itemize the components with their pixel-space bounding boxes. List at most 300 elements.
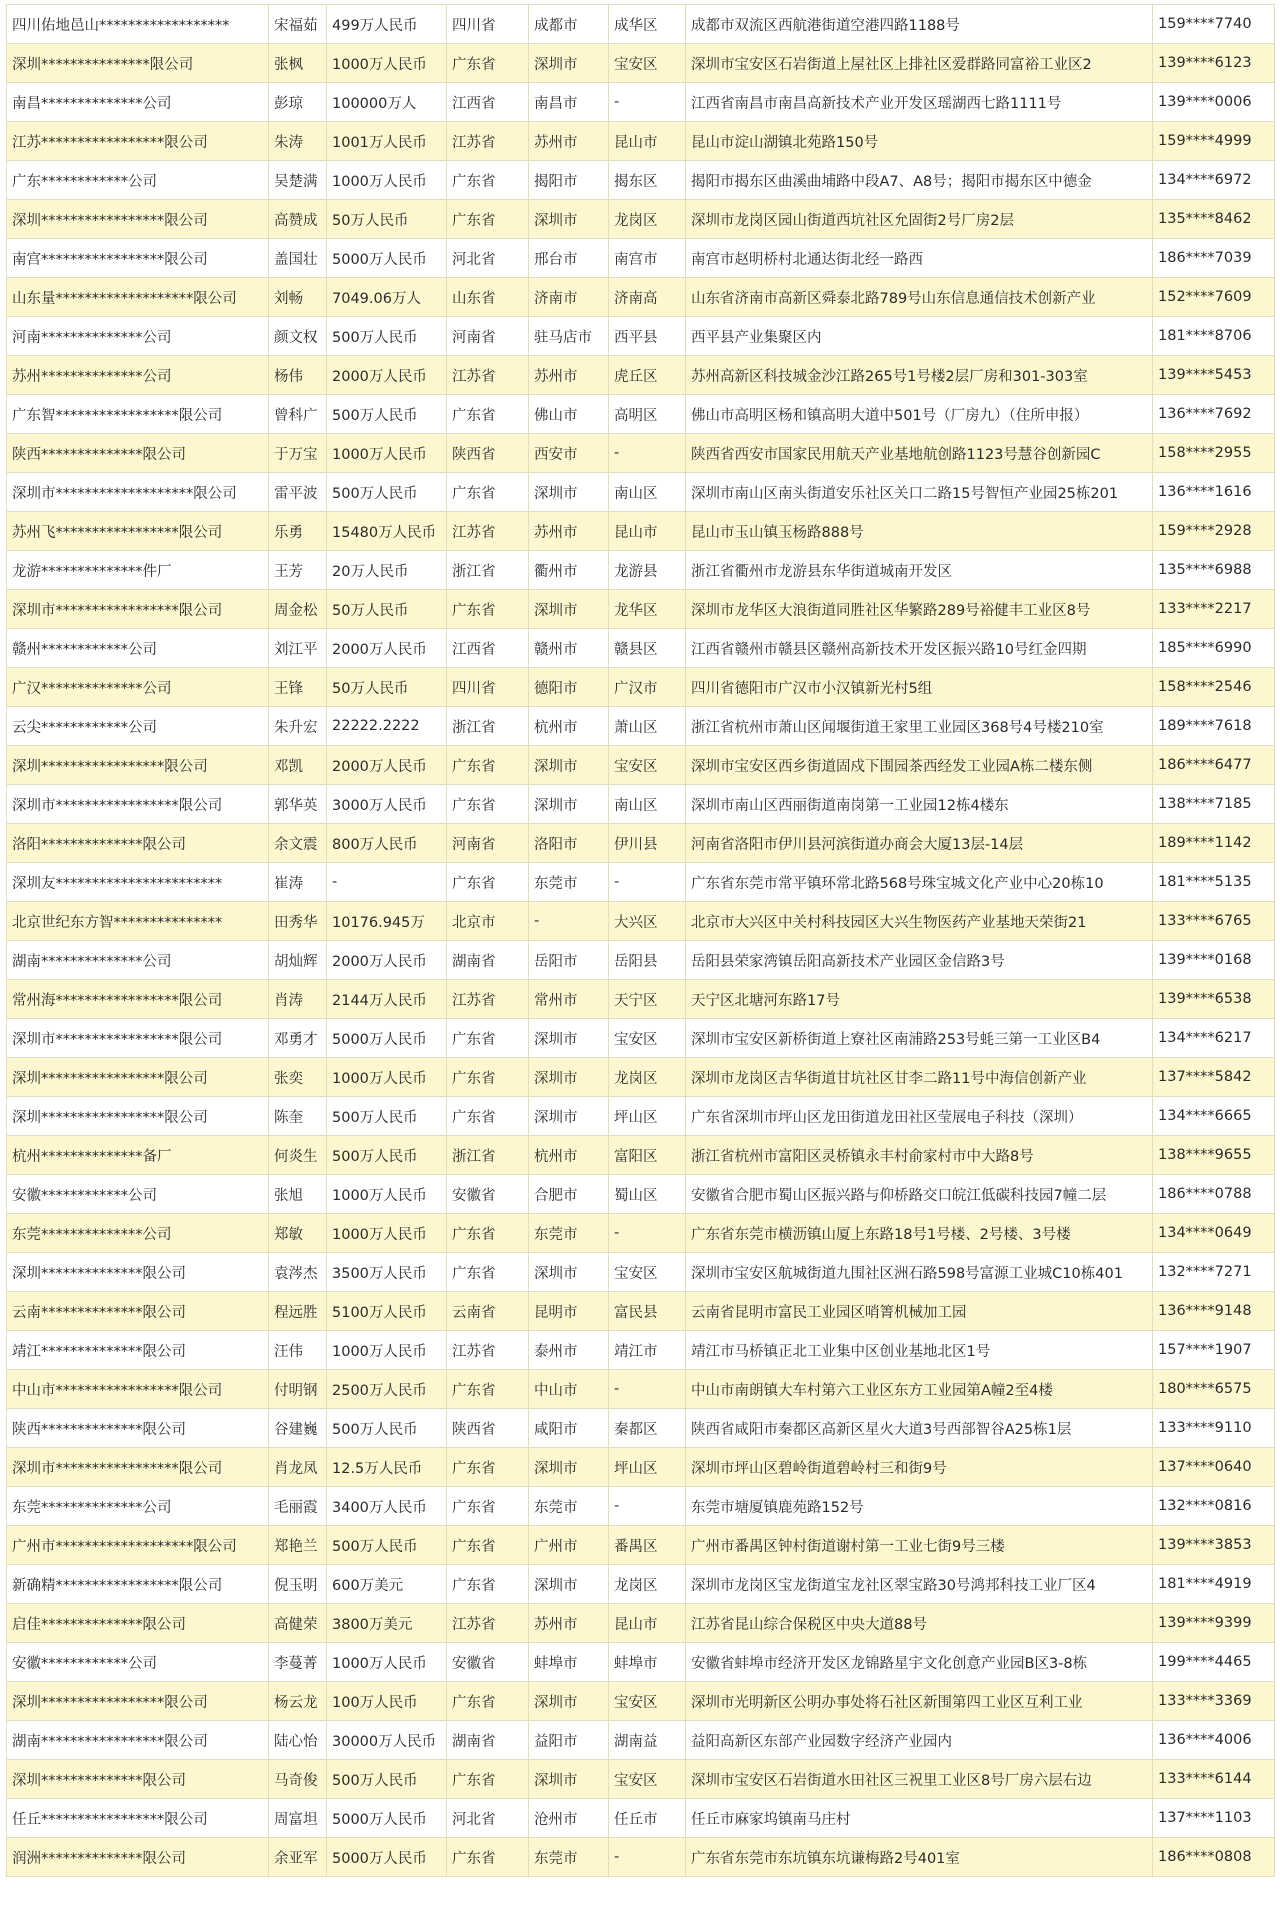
- registered-capital-cell: 100000万人: [327, 83, 447, 122]
- legal-rep-cell: 马奇俊: [269, 1760, 327, 1799]
- province-cell: 广东省: [447, 1682, 529, 1721]
- table-row: [7, 161, 1275, 200]
- legal-rep-cell: 刘畅: [269, 278, 327, 317]
- legal-rep-cell: 何炎生: [269, 1136, 327, 1175]
- table-row: [7, 1214, 1275, 1253]
- city-cell: 深圳市: [529, 1058, 609, 1097]
- province-cell: 浙江省: [447, 707, 529, 746]
- phone-cell: 135****8462: [1153, 200, 1275, 239]
- district-cell: 蚌埠市: [609, 1643, 686, 1682]
- company-name-cell: 深圳市*****************限公司: [7, 1448, 269, 1487]
- table-row: [7, 1838, 1275, 1877]
- district-cell: -: [609, 1370, 686, 1409]
- province-cell: 江苏省: [447, 980, 529, 1019]
- legal-rep-cell: 雷平波: [269, 473, 327, 512]
- district-cell: 坪山区: [609, 1097, 686, 1136]
- address-cell: 江西省赣州市赣县区赣州高新技术开发区振兴路10号红金四期: [686, 629, 1153, 668]
- table-row: [7, 512, 1275, 551]
- address-cell: 北京市大兴区中关村科技园区大兴生物医药产业基地天荣街21: [686, 902, 1153, 941]
- province-cell: 广东省: [447, 1019, 529, 1058]
- legal-rep-cell: 彭琼: [269, 83, 327, 122]
- district-cell: 宝安区: [609, 44, 686, 83]
- city-cell: 深圳市: [529, 44, 609, 83]
- registered-capital-cell: 2000万人民币: [327, 629, 447, 668]
- phone-cell: 137****0640: [1153, 1448, 1275, 1487]
- district-cell: 虎丘区: [609, 356, 686, 395]
- company-name-cell: 深圳*****************限公司: [7, 1097, 269, 1136]
- city-cell: 佛山市: [529, 395, 609, 434]
- legal-rep-cell: 谷建巍: [269, 1409, 327, 1448]
- district-cell: 宝安区: [609, 1019, 686, 1058]
- city-cell: 深圳市: [529, 1565, 609, 1604]
- legal-rep-cell: 余文震: [269, 824, 327, 863]
- address-cell: 深圳市宝安区石岩街道上屋社区上排社区爱群路同富裕工业区2: [686, 44, 1153, 83]
- registered-capital-cell: 50万人民币: [327, 668, 447, 707]
- address-cell: 安徽省合肥市蜀山区振兴路与仰桥路交口皖江低碳科技园7幢二层: [686, 1175, 1153, 1214]
- province-cell: 广东省: [447, 590, 529, 629]
- city-cell: 深圳市: [529, 1760, 609, 1799]
- phone-cell: 134****6972: [1153, 161, 1275, 200]
- phone-cell: 199****4465: [1153, 1643, 1275, 1682]
- legal-rep-cell: 刘江平: [269, 629, 327, 668]
- company-name-cell: 深圳*****************限公司: [7, 746, 269, 785]
- district-cell: 广汉市: [609, 668, 686, 707]
- address-cell: 广州市番禺区钟村街道谢村第一工业七街9号三楼: [686, 1526, 1153, 1565]
- registered-capital-cell: 15480万人民币: [327, 512, 447, 551]
- district-cell: 靖江市: [609, 1331, 686, 1370]
- province-cell: 江苏省: [447, 1331, 529, 1370]
- company-name-cell: 广东智*****************限公司: [7, 395, 269, 434]
- table-row: [7, 902, 1275, 941]
- district-cell: 龙华区: [609, 590, 686, 629]
- address-cell: 苏州高新区科技城金沙江路265号1号楼2层厂房和301-303室: [686, 356, 1153, 395]
- province-cell: 江苏省: [447, 356, 529, 395]
- address-cell: 深圳市龙华区大浪街道同胜社区华繁路289号裕健丰工业区8号: [686, 590, 1153, 629]
- legal-rep-cell: 邓勇才: [269, 1019, 327, 1058]
- province-cell: 河南省: [447, 317, 529, 356]
- address-cell: 浙江省杭州市萧山区闻堰街道王家里工业园区368号4号楼210室: [686, 707, 1153, 746]
- district-cell: 成华区: [609, 5, 686, 44]
- company-name-cell: 湖南**************公司: [7, 941, 269, 980]
- table-row: [7, 1136, 1275, 1175]
- legal-rep-cell: 郑艳兰: [269, 1526, 327, 1565]
- city-cell: 驻马店市: [529, 317, 609, 356]
- company-name-cell: 龙游**************件厂: [7, 551, 269, 590]
- registered-capital-cell: 1000万人民币: [327, 1643, 447, 1682]
- phone-cell: 158****2955: [1153, 434, 1275, 473]
- province-cell: 江苏省: [447, 1604, 529, 1643]
- table-row: [7, 746, 1275, 785]
- district-cell: 富阳区: [609, 1136, 686, 1175]
- district-cell: 番禺区: [609, 1526, 686, 1565]
- city-cell: 中山市: [529, 1370, 609, 1409]
- company-name-cell: 云尖************公司: [7, 707, 269, 746]
- legal-rep-cell: 周金松: [269, 590, 327, 629]
- company-name-cell: 深圳*****************限公司: [7, 1682, 269, 1721]
- legal-rep-cell: 张奕: [269, 1058, 327, 1097]
- company-name-cell: 南昌**************公司: [7, 83, 269, 122]
- legal-rep-cell: 曾科广: [269, 395, 327, 434]
- city-cell: 益阳市: [529, 1721, 609, 1760]
- address-cell: 靖江市马桥镇正北工业集中区创业基地北区1号: [686, 1331, 1153, 1370]
- district-cell: 赣县区: [609, 629, 686, 668]
- address-cell: 昆山市淀山湖镇北苑路150号: [686, 122, 1153, 161]
- city-cell: 合肥市: [529, 1175, 609, 1214]
- province-cell: 广东省: [447, 785, 529, 824]
- city-cell: 深圳市: [529, 1448, 609, 1487]
- registered-capital-cell: 499万人民币: [327, 5, 447, 44]
- address-cell: 深圳市宝安区西乡街道固戍下围园茶西经发工业园A栋二楼东侧: [686, 746, 1153, 785]
- district-cell: 湖南益: [609, 1721, 686, 1760]
- phone-cell: 152****7609: [1153, 278, 1275, 317]
- company-name-cell: 深圳**************限公司: [7, 1253, 269, 1292]
- company-name-cell: 深圳**************限公司: [7, 1760, 269, 1799]
- address-cell: 江苏省昆山综合保税区中央大道88号: [686, 1604, 1153, 1643]
- district-cell: 济南高: [609, 278, 686, 317]
- table-row: [7, 824, 1275, 863]
- registered-capital-cell: 1000万人民币: [327, 1214, 447, 1253]
- phone-cell: 135****6988: [1153, 551, 1275, 590]
- province-cell: 广东省: [447, 161, 529, 200]
- city-cell: -: [529, 902, 609, 941]
- table-row: [7, 1721, 1275, 1760]
- province-cell: 浙江省: [447, 551, 529, 590]
- city-cell: 邢台市: [529, 239, 609, 278]
- province-cell: 广东省: [447, 1370, 529, 1409]
- table-row: [7, 395, 1275, 434]
- registered-capital-cell: 500万人民币: [327, 1409, 447, 1448]
- phone-cell: 132****7271: [1153, 1253, 1275, 1292]
- district-cell: 高明区: [609, 395, 686, 434]
- city-cell: 蚌埠市: [529, 1643, 609, 1682]
- company-name-cell: 南宫*****************限公司: [7, 239, 269, 278]
- province-cell: 广东省: [447, 1760, 529, 1799]
- phone-cell: 132****0816: [1153, 1487, 1275, 1526]
- registered-capital-cell: 2000万人民币: [327, 746, 447, 785]
- registered-capital-cell: 5000万人民币: [327, 239, 447, 278]
- table-row: [7, 1292, 1275, 1331]
- district-cell: 南山区: [609, 473, 686, 512]
- registered-capital-cell: 1000万人民币: [327, 44, 447, 83]
- address-cell: 东莞市塘厦镇鹿苑路152号: [686, 1487, 1153, 1526]
- phone-cell: 186****0788: [1153, 1175, 1275, 1214]
- company-name-cell: 云南**************限公司: [7, 1292, 269, 1331]
- company-name-cell: 广汉**************公司: [7, 668, 269, 707]
- district-cell: 大兴区: [609, 902, 686, 941]
- phone-cell: 134****6217: [1153, 1019, 1275, 1058]
- table-row: [7, 473, 1275, 512]
- registered-capital-cell: 30000万人民币: [327, 1721, 447, 1760]
- company-table: [6, 4, 1275, 1877]
- legal-rep-cell: 肖涛: [269, 980, 327, 1019]
- city-cell: 岳阳市: [529, 941, 609, 980]
- registered-capital-cell: 5100万人民币: [327, 1292, 447, 1331]
- company-name-cell: 苏州**************公司: [7, 356, 269, 395]
- table-row: [7, 551, 1275, 590]
- district-cell: 任丘市: [609, 1799, 686, 1838]
- table-row: [7, 1253, 1275, 1292]
- legal-rep-cell: 宋福茹: [269, 5, 327, 44]
- city-cell: 赣州市: [529, 629, 609, 668]
- province-cell: 陕西省: [447, 434, 529, 473]
- province-cell: 江西省: [447, 629, 529, 668]
- registered-capital-cell: 500万人民币: [327, 1097, 447, 1136]
- phone-cell: 158****2546: [1153, 668, 1275, 707]
- province-cell: 广东省: [447, 200, 529, 239]
- registered-capital-cell: 1000万人民币: [327, 1058, 447, 1097]
- district-cell: 昆山市: [609, 512, 686, 551]
- address-cell: 深圳市龙岗区宝龙街道宝龙社区翠宝路30号鸿邦科技工业厂区4: [686, 1565, 1153, 1604]
- table-row: [7, 1175, 1275, 1214]
- province-cell: 广东省: [447, 1058, 529, 1097]
- address-cell: 任丘市麻家坞镇南马庄村: [686, 1799, 1153, 1838]
- table-row: [7, 1097, 1275, 1136]
- table-row: [7, 1643, 1275, 1682]
- city-cell: 衢州市: [529, 551, 609, 590]
- registered-capital-cell: 800万人民币: [327, 824, 447, 863]
- phone-cell: 133****3369: [1153, 1682, 1275, 1721]
- district-cell: 西平县: [609, 317, 686, 356]
- province-cell: 广东省: [447, 1448, 529, 1487]
- address-cell: 佛山市高明区杨和镇高明大道中501号（厂房九）（住所申报）: [686, 395, 1153, 434]
- legal-rep-cell: 张旭: [269, 1175, 327, 1214]
- table-row: [7, 1058, 1275, 1097]
- phone-cell: 181****8706: [1153, 317, 1275, 356]
- province-cell: 广东省: [447, 44, 529, 83]
- company-name-cell: 东莞**************公司: [7, 1487, 269, 1526]
- registered-capital-cell: 500万人民币: [327, 1760, 447, 1799]
- legal-rep-cell: 倪玉明: [269, 1565, 327, 1604]
- phone-cell: 134****6665: [1153, 1097, 1275, 1136]
- registered-capital-cell: 50万人民币: [327, 590, 447, 629]
- company-name-cell: 杭州**************备厂: [7, 1136, 269, 1175]
- legal-rep-cell: 崔涛: [269, 863, 327, 902]
- address-cell: 天宁区北塘河东路17号: [686, 980, 1153, 1019]
- province-cell: 四川省: [447, 5, 529, 44]
- table-row: [7, 980, 1275, 1019]
- table-row: [7, 1487, 1275, 1526]
- district-cell: 龙岗区: [609, 1058, 686, 1097]
- phone-cell: 157****1907: [1153, 1331, 1275, 1370]
- legal-rep-cell: 胡灿辉: [269, 941, 327, 980]
- registered-capital-cell: -: [327, 863, 447, 902]
- legal-rep-cell: 朱涛: [269, 122, 327, 161]
- registered-capital-cell: 7049.06万人: [327, 278, 447, 317]
- city-cell: 常州市: [529, 980, 609, 1019]
- company-name-cell: 赣州************公司: [7, 629, 269, 668]
- company-name-cell: 启佳**************限公司: [7, 1604, 269, 1643]
- phone-cell: 189****1142: [1153, 824, 1275, 863]
- registered-capital-cell: 1000万人民币: [327, 161, 447, 200]
- phone-cell: 185****6990: [1153, 629, 1275, 668]
- legal-rep-cell: 杨云龙: [269, 1682, 327, 1721]
- registered-capital-cell: 500万人民币: [327, 317, 447, 356]
- city-cell: 深圳市: [529, 590, 609, 629]
- district-cell: 宝安区: [609, 1253, 686, 1292]
- table-row: [7, 1565, 1275, 1604]
- province-cell: 湖南省: [447, 1721, 529, 1760]
- legal-rep-cell: 付明钢: [269, 1370, 327, 1409]
- registered-capital-cell: 22222.2222: [327, 707, 447, 746]
- registered-capital-cell: 2500万人民币: [327, 1370, 447, 1409]
- province-cell: 湖南省: [447, 941, 529, 980]
- registered-capital-cell: 500万人民币: [327, 473, 447, 512]
- district-cell: -: [609, 863, 686, 902]
- city-cell: 苏州市: [529, 512, 609, 551]
- phone-cell: 181****4919: [1153, 1565, 1275, 1604]
- table-row: [7, 239, 1275, 278]
- province-cell: 北京市: [447, 902, 529, 941]
- city-cell: 深圳市: [529, 473, 609, 512]
- city-cell: 深圳市: [529, 1682, 609, 1721]
- company-name-cell: 深圳*****************限公司: [7, 200, 269, 239]
- district-cell: 宝安区: [609, 746, 686, 785]
- company-name-cell: 洛阳**************限公司: [7, 824, 269, 863]
- city-cell: 济南市: [529, 278, 609, 317]
- company-name-cell: 新确精*****************限公司: [7, 1565, 269, 1604]
- phone-cell: 189****7618: [1153, 707, 1275, 746]
- table-row: [7, 1370, 1275, 1409]
- phone-cell: 137****1103: [1153, 1799, 1275, 1838]
- company-name-cell: 苏州飞*****************限公司: [7, 512, 269, 551]
- address-cell: 深圳市宝安区航城街道九围社区洲石路598号富源工业城C10栋401: [686, 1253, 1153, 1292]
- address-cell: 昆山市玉山镇玉杨路888号: [686, 512, 1153, 551]
- phone-cell: 133****6765: [1153, 902, 1275, 941]
- legal-rep-cell: 高赞成: [269, 200, 327, 239]
- phone-cell: 139****3853: [1153, 1526, 1275, 1565]
- city-cell: 苏州市: [529, 122, 609, 161]
- city-cell: 广州市: [529, 1526, 609, 1565]
- address-cell: 江西省南昌市南昌高新技术产业开发区瑶湖西七路1111号: [686, 83, 1153, 122]
- address-cell: 深圳市龙岗区吉华街道甘坑社区甘李二路11号中海信创新产业: [686, 1058, 1153, 1097]
- legal-rep-cell: 张枫: [269, 44, 327, 83]
- legal-rep-cell: 程远胜: [269, 1292, 327, 1331]
- address-cell: 中山市南朗镇大车村第六工业区东方工业园第A幢2至4楼: [686, 1370, 1153, 1409]
- phone-cell: 139****5453: [1153, 356, 1275, 395]
- address-cell: 山东省济南市高新区舜泰北路789号山东信息通信技术创新产业: [686, 278, 1153, 317]
- registered-capital-cell: 3000万人民币: [327, 785, 447, 824]
- legal-rep-cell: 袁涔杰: [269, 1253, 327, 1292]
- legal-rep-cell: 盖国壮: [269, 239, 327, 278]
- city-cell: 深圳市: [529, 1253, 609, 1292]
- district-cell: 蜀山区: [609, 1175, 686, 1214]
- phone-cell: 139****0006: [1153, 83, 1275, 122]
- city-cell: 西安市: [529, 434, 609, 473]
- company-name-cell: 任丘*****************限公司: [7, 1799, 269, 1838]
- phone-cell: 133****9110: [1153, 1409, 1275, 1448]
- city-cell: 深圳市: [529, 1019, 609, 1058]
- phone-cell: 139****6538: [1153, 980, 1275, 1019]
- city-cell: 苏州市: [529, 1604, 609, 1643]
- company-name-cell: 深圳*****************限公司: [7, 1058, 269, 1097]
- table-row: [7, 122, 1275, 161]
- city-cell: 深圳市: [529, 785, 609, 824]
- district-cell: 南山区: [609, 785, 686, 824]
- table-row: [7, 863, 1275, 902]
- city-cell: 深圳市: [529, 746, 609, 785]
- table-row: [7, 1799, 1275, 1838]
- table-row: [7, 44, 1275, 83]
- company-name-cell: 山东量*******************限公司: [7, 278, 269, 317]
- address-cell: 深圳市光明新区公明办事处将石社区新围第四工业区互利工业: [686, 1682, 1153, 1721]
- legal-rep-cell: 田秀华: [269, 902, 327, 941]
- province-cell: 广东省: [447, 1565, 529, 1604]
- registered-capital-cell: 1000万人民币: [327, 434, 447, 473]
- city-cell: 杭州市: [529, 1136, 609, 1175]
- table-row: [7, 707, 1275, 746]
- city-cell: 苏州市: [529, 356, 609, 395]
- province-cell: 广东省: [447, 395, 529, 434]
- registered-capital-cell: 100万人民币: [327, 1682, 447, 1721]
- registered-capital-cell: 2144万人民币: [327, 980, 447, 1019]
- company-name-cell: 深圳市*****************限公司: [7, 590, 269, 629]
- address-cell: 广东省东莞市东坑镇东坑谦梅路2号401室: [686, 1838, 1153, 1877]
- company-name-cell: 安徽************公司: [7, 1175, 269, 1214]
- company-name-cell: 陕西**************限公司: [7, 434, 269, 473]
- legal-rep-cell: 郭华英: [269, 785, 327, 824]
- address-cell: 广东省东莞市常平镇环常北路568号珠宝城文化产业中心20栋10: [686, 863, 1153, 902]
- table-row: [7, 317, 1275, 356]
- legal-rep-cell: 肖龙凤: [269, 1448, 327, 1487]
- district-cell: -: [609, 434, 686, 473]
- city-cell: 泰州市: [529, 1331, 609, 1370]
- district-cell: 龙游县: [609, 551, 686, 590]
- phone-cell: 136****1616: [1153, 473, 1275, 512]
- legal-rep-cell: 汪伟: [269, 1331, 327, 1370]
- address-cell: 河南省洛阳市伊川县河滨街道办商会大厦13层-14层: [686, 824, 1153, 863]
- registered-capital-cell: 10176.945万: [327, 902, 447, 941]
- phone-cell: 136****9148: [1153, 1292, 1275, 1331]
- registered-capital-cell: 600万美元: [327, 1565, 447, 1604]
- province-cell: 江苏省: [447, 512, 529, 551]
- province-cell: 广东省: [447, 1487, 529, 1526]
- city-cell: 东莞市: [529, 1214, 609, 1253]
- province-cell: 广东省: [447, 1097, 529, 1136]
- legal-rep-cell: 乐勇: [269, 512, 327, 551]
- province-cell: 河北省: [447, 239, 529, 278]
- district-cell: -: [609, 1487, 686, 1526]
- phone-cell: 134****0649: [1153, 1214, 1275, 1253]
- address-cell: 深圳市龙岗区园山街道西坑社区允固街2号厂房2层: [686, 200, 1153, 239]
- company-name-cell: 广州市*******************限公司: [7, 1526, 269, 1565]
- address-cell: 陕西省咸阳市秦都区高新区星火大道3号西部智谷A25栋1层: [686, 1409, 1153, 1448]
- company-name-cell: 常州海*****************限公司: [7, 980, 269, 1019]
- district-cell: -: [609, 1838, 686, 1877]
- phone-cell: 159****4999: [1153, 122, 1275, 161]
- province-cell: 广东省: [447, 1214, 529, 1253]
- company-name-cell: 江苏*****************限公司: [7, 122, 269, 161]
- address-cell: 浙江省杭州市富阳区灵桥镇永丰村俞家村市中大路8号: [686, 1136, 1153, 1175]
- city-cell: 咸阳市: [529, 1409, 609, 1448]
- company-name-cell: 安徽************公司: [7, 1643, 269, 1682]
- table-row: [7, 1409, 1275, 1448]
- table-row: [7, 5, 1275, 44]
- table-row: [7, 200, 1275, 239]
- district-cell: 龙岗区: [609, 200, 686, 239]
- legal-rep-cell: 王锋: [269, 668, 327, 707]
- province-cell: 广东省: [447, 746, 529, 785]
- address-cell: 深圳市宝安区石岩街道水田社区三祝里工业区8号厂房六层右边: [686, 1760, 1153, 1799]
- address-cell: 深圳市坪山区碧岭街道碧岭村三和街9号: [686, 1448, 1153, 1487]
- city-cell: 成都市: [529, 5, 609, 44]
- registered-capital-cell: 5000万人民币: [327, 1019, 447, 1058]
- address-cell: 岳阳县荣家湾镇岳阳高新技术产业园区金信路3号: [686, 941, 1153, 980]
- table-row: [7, 83, 1275, 122]
- district-cell: 萧山区: [609, 707, 686, 746]
- legal-rep-cell: 郑敏: [269, 1214, 327, 1253]
- district-cell: 揭东区: [609, 161, 686, 200]
- registered-capital-cell: 5000万人民币: [327, 1799, 447, 1838]
